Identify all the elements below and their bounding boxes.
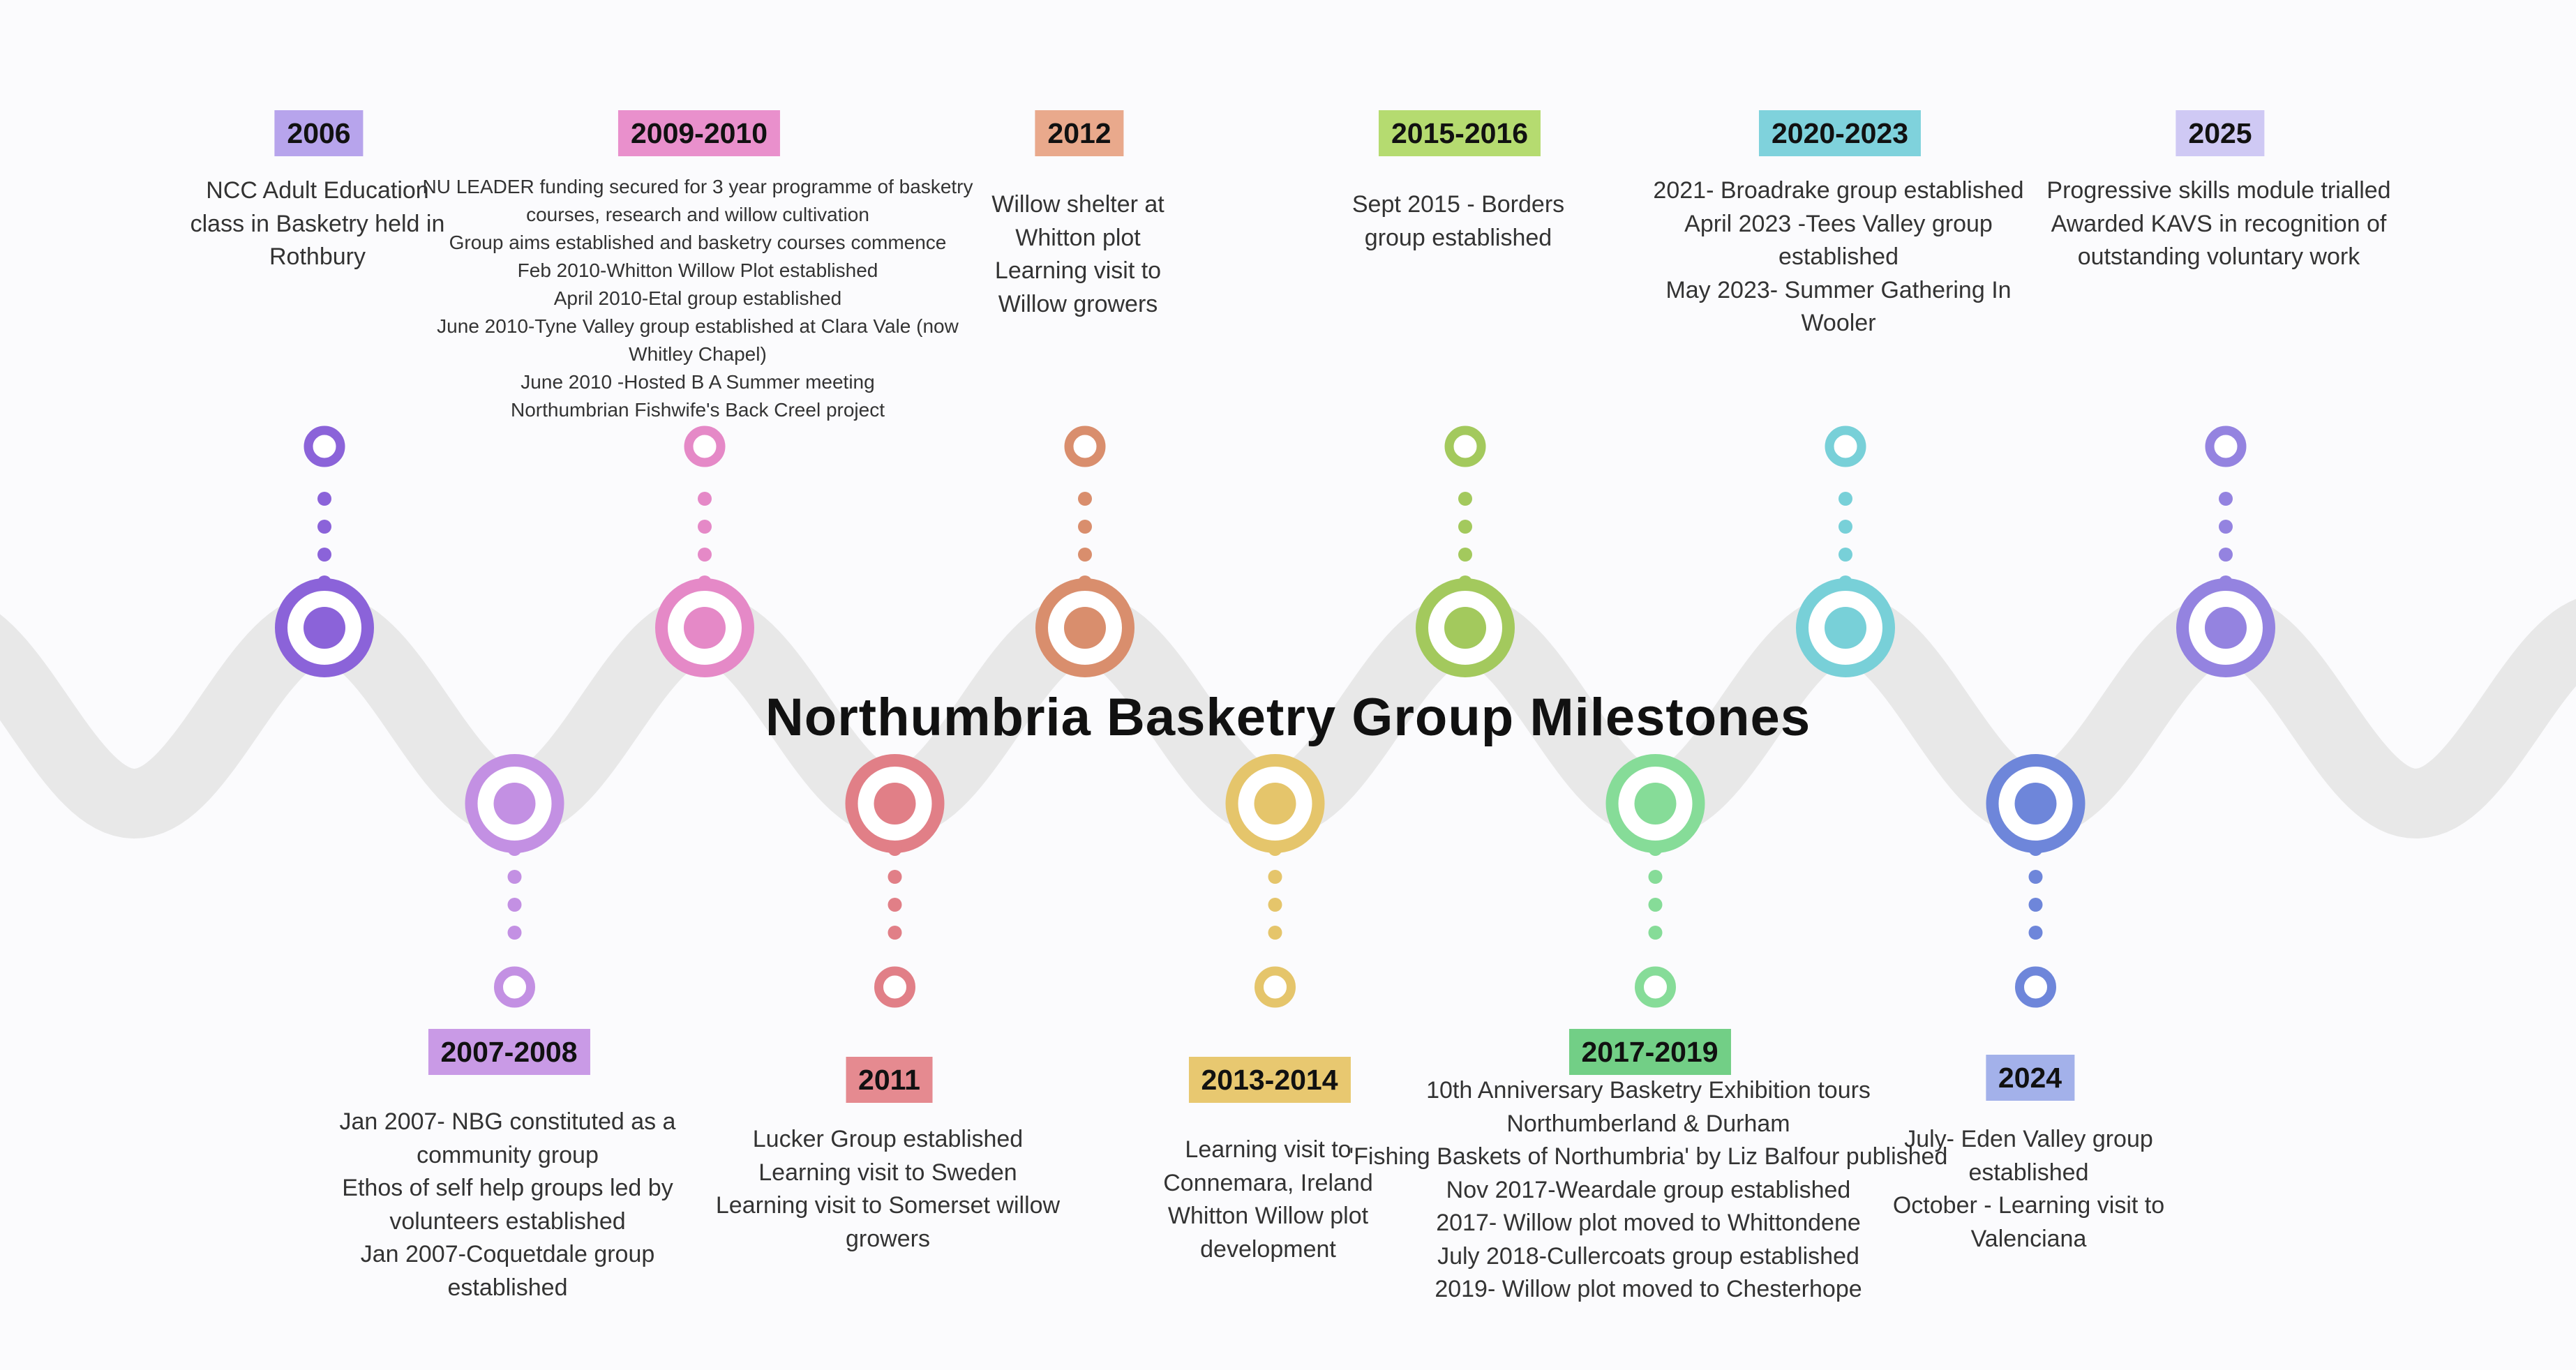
- description-line: Awarded KAVS in recognition of: [2051, 210, 2387, 237]
- description-line: 10th Anniversary Basketry Exhibition tours: [1426, 1077, 1871, 1104]
- marker-small-ring: [1829, 430, 1862, 462]
- description-line: community group: [417, 1141, 599, 1168]
- description-line: group established: [1364, 224, 1552, 251]
- connector-dot: [508, 898, 522, 912]
- description-line: Connemara, Ireland: [1163, 1169, 1373, 1196]
- milestone-marker: [1232, 760, 1319, 1003]
- description-line: Wooler: [1801, 310, 1876, 336]
- connector-dot: [698, 575, 712, 589]
- description-line: Learning visit to: [1185, 1136, 1351, 1163]
- connector-dot: [2219, 548, 2233, 562]
- milestone-marker: [852, 760, 938, 1003]
- description-line: established: [447, 1274, 568, 1301]
- connector-dot: [698, 492, 712, 506]
- description-line: Ethos of self help groups led by: [342, 1175, 673, 1201]
- description-line: Willow growers: [998, 290, 1158, 317]
- connector-dot: [698, 548, 712, 562]
- connector-dot: [1458, 548, 1472, 562]
- milestone-description: [991, 188, 1165, 321]
- year-label: 2013-2014: [1188, 1057, 1350, 1103]
- description-line: April 2023 -Tees Valley group: [1684, 210, 1993, 237]
- year-label: 2012: [1035, 110, 1123, 156]
- connector-dot: [1839, 520, 1852, 534]
- marker-center-dot: [1635, 783, 1677, 825]
- connector-dot: [1268, 842, 1282, 856]
- marker-center-dot: [874, 783, 916, 825]
- description-line: courses, research and willow cultivation: [526, 204, 869, 225]
- connector-dot: [508, 870, 522, 884]
- connector-dot: [317, 548, 331, 562]
- milestone-marker: [2182, 430, 2269, 671]
- marker-center-dot: [2015, 783, 2057, 825]
- description-line: Northumberland & Durham: [1506, 1110, 1790, 1137]
- description-line: Sept 2015 - Borders: [1351, 191, 1565, 218]
- description-line: volunteers established: [389, 1207, 626, 1235]
- description-line: Willow shelter at: [991, 191, 1165, 218]
- connector-dot: [2219, 575, 2233, 589]
- description-line: development: [1200, 1235, 1336, 1263]
- description-line: July 2018-Cullercoats group established: [1437, 1242, 1859, 1270]
- connector-dot: [1268, 926, 1282, 940]
- connector-dot: [317, 575, 331, 589]
- connector-dot: [2029, 842, 2043, 856]
- marker-center-dot: [684, 607, 726, 649]
- marker-center-dot: [304, 607, 345, 649]
- marker-small-ring: [879, 971, 911, 1003]
- milestone-marker: [1993, 760, 2079, 1003]
- marker-small-ring: [689, 430, 721, 462]
- description-line: May 2023- Summer Gathering In: [1665, 276, 2012, 303]
- connector-dot: [698, 520, 712, 534]
- milestone-description: [1352, 188, 1564, 255]
- marker-small-ring: [1640, 971, 1672, 1003]
- description-line: established: [1968, 1159, 2089, 1186]
- connector-dot: [2029, 926, 2043, 940]
- description-line: Rothbury: [269, 243, 366, 270]
- description-line: NCC Adult Education: [206, 177, 429, 204]
- year-label: 2020-2023: [1759, 110, 1921, 156]
- milestone-description: [1349, 1074, 1948, 1307]
- connector-dot: [1078, 548, 1092, 562]
- milestone-marker: [472, 760, 558, 1003]
- marker-center-dot: [2205, 607, 2247, 649]
- marker-center-dot: [1064, 607, 1106, 649]
- description-line: June 2010-Tyne Valley group established at Clara Vale (now: [437, 315, 959, 337]
- description-line: established: [1778, 243, 1899, 270]
- description-line: 2017- Willow plot moved to Whittondene: [1436, 1210, 1861, 1236]
- connector-dot: [1649, 842, 1663, 856]
- milestone-description: [340, 1106, 676, 1304]
- description-line: Northumbrian Fishwife's Back Creel project: [511, 399, 885, 421]
- connector-dot: [1268, 898, 1282, 912]
- milestone-description: [190, 174, 445, 274]
- marker-small-ring: [1069, 430, 1101, 462]
- milestone-marker: [1802, 430, 1889, 671]
- description-line: October - Learning visit to: [1892, 1192, 2165, 1219]
- description-line: June 2010 -Hosted B A Summer meeting: [521, 371, 875, 393]
- description-line: July- Eden Valley group: [1904, 1126, 2153, 1152]
- milestone-description: [2046, 174, 2390, 274]
- connector-dot: [1268, 870, 1282, 884]
- connector-dot: [1839, 548, 1852, 562]
- year-label: 2025: [2176, 110, 2264, 156]
- description-line: Valenciana: [1970, 1225, 2087, 1252]
- description-line: Whitley Chapel): [629, 343, 767, 365]
- connector-dot: [1649, 926, 1663, 940]
- page-title: Northumbria Basketry Group Milestones: [765, 688, 1811, 747]
- milestone-description: [422, 173, 973, 424]
- milestone-description: [1893, 1123, 2164, 1256]
- description-line: Learning visit to: [994, 257, 1162, 284]
- marker-small-ring: [499, 971, 531, 1003]
- description-line: Jan 2007- NBG constituted as a: [339, 1108, 676, 1135]
- milestone-description: [1653, 174, 2023, 340]
- description-line: April 2010-Etal group established: [553, 287, 842, 309]
- description-line: Whitton Willow plot: [1167, 1203, 1369, 1229]
- connector-dot: [888, 898, 902, 912]
- description-line: Learning visit to Somerset willow: [715, 1192, 1061, 1219]
- marker-center-dot: [1825, 607, 1866, 649]
- description-line: Group aims established and basketry courses commence: [449, 232, 947, 253]
- marker-center-dot: [1444, 607, 1486, 649]
- connector-dot: [2029, 898, 2043, 912]
- description-line: Nov 2017-Weardale group established: [1446, 1176, 1851, 1203]
- connector-dot: [1078, 575, 1092, 589]
- connector-dot: [2219, 520, 2233, 534]
- description-line: Jan 2007-Coquetdale group: [360, 1241, 655, 1267]
- year-label: 2009-2010: [618, 110, 780, 156]
- connector-dot: [1458, 492, 1472, 506]
- connector-dot: [508, 842, 522, 856]
- marker-small-ring: [1449, 430, 1481, 462]
- milestone-description: [716, 1123, 1060, 1256]
- description-line: Lucker Group established: [752, 1126, 1024, 1152]
- description-line: growers: [846, 1225, 930, 1252]
- marker-small-ring: [1259, 971, 1291, 1003]
- description-line: 'Fishing Baskets of Northumbria' by Liz Balfour published: [1349, 1143, 1948, 1170]
- milestone-description: [1163, 1134, 1373, 1266]
- connector-dot: [888, 926, 902, 940]
- description-line: outstanding voluntary work: [2077, 243, 2360, 270]
- connector-dot: [888, 842, 902, 856]
- connector-dot: [317, 492, 331, 506]
- connector-dot: [1078, 520, 1092, 534]
- milestone-marker: [1422, 430, 1508, 671]
- connector-dot: [2029, 870, 2043, 884]
- connector-dot: [1839, 492, 1852, 506]
- year-label: 2006: [274, 110, 363, 156]
- marker-center-dot: [494, 783, 536, 825]
- connector-dot: [1649, 898, 1663, 912]
- year-label: 2024: [1986, 1055, 2074, 1101]
- year-label: 2015-2016: [1379, 110, 1541, 156]
- year-label: 2011: [846, 1057, 933, 1103]
- description-line: Whitton plot: [1015, 224, 1141, 251]
- connector-dot: [2219, 492, 2233, 506]
- description-line: NU LEADER funding secured for 3 year programme of basketry: [422, 176, 973, 197]
- milestone-marker: [281, 430, 368, 671]
- description-line: Progressive skills module trialled: [2046, 177, 2391, 204]
- milestone-marker: [661, 430, 748, 671]
- connector-dot: [508, 926, 522, 940]
- connector-dot: [1458, 575, 1472, 589]
- connector-dot: [1649, 870, 1663, 884]
- description-line: class in Basketry held in: [190, 210, 445, 237]
- description-line: 2021- Broadrake group established: [1653, 177, 2024, 204]
- year-label: 2017-2019: [1568, 1029, 1730, 1075]
- marker-small-ring: [2020, 971, 2052, 1003]
- milestone-marker: [1612, 760, 1699, 1003]
- milestone-marker: [1042, 430, 1128, 671]
- year-label: 2007-2008: [428, 1029, 590, 1075]
- marker-small-ring: [308, 430, 340, 462]
- description-line: Learning visit to Sweden: [758, 1159, 1017, 1186]
- connector-dot: [1078, 492, 1092, 506]
- connector-dot: [317, 520, 331, 534]
- description-line: Feb 2010-Whitton Willow Plot established: [517, 259, 878, 281]
- connector-dot: [1458, 520, 1472, 534]
- connector-dot: [888, 870, 902, 884]
- description-line: 2019- Willow plot moved to Chesterhope: [1435, 1276, 1862, 1302]
- marker-small-ring: [2210, 430, 2242, 462]
- connector-dot: [1839, 575, 1852, 589]
- marker-center-dot: [1255, 783, 1296, 825]
